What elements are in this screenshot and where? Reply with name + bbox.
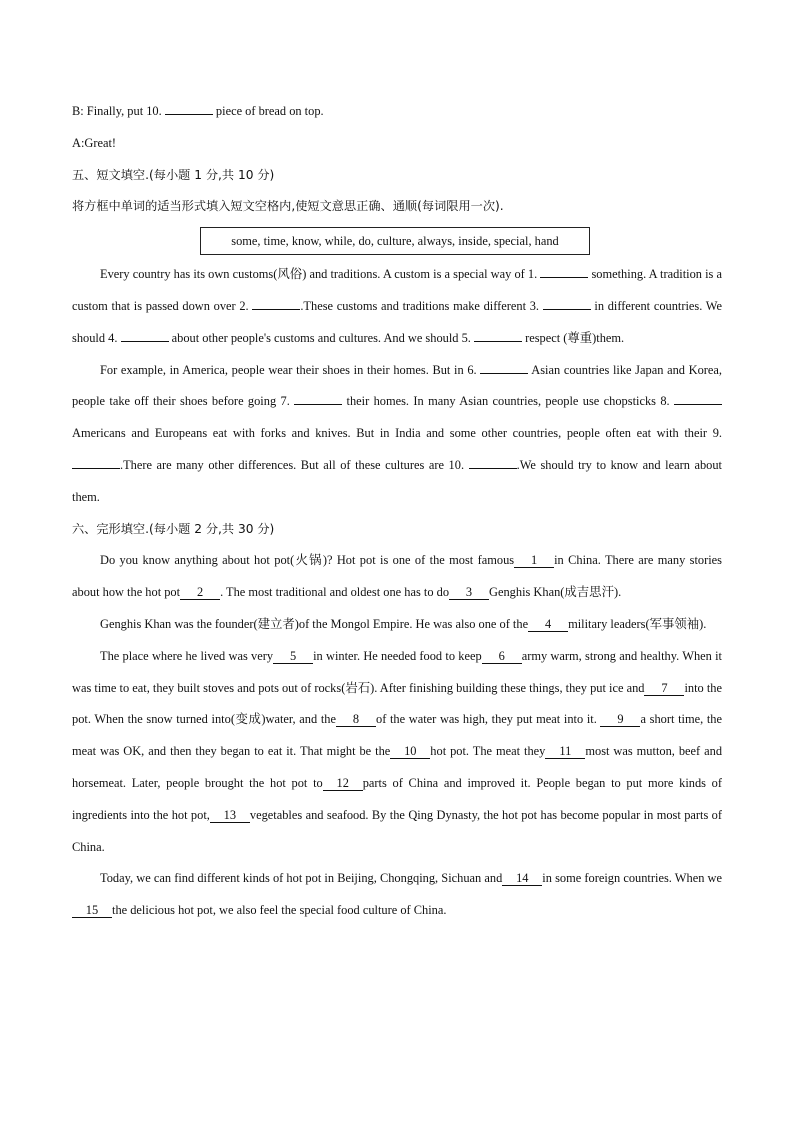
dialogue-text: piece of bread on top. (212, 104, 324, 118)
answer-blank[interactable] (165, 114, 213, 115)
answer-blank[interactable] (543, 309, 591, 310)
numbered-blank[interactable]: 13 (210, 809, 250, 823)
answer-blank[interactable] (252, 309, 300, 310)
passage-text: Americans and Europeans eat with forks and knives. But in India and some other countries, people often eat with their 9. (72, 426, 722, 441)
dialogue-line-a: A:Great! (72, 135, 117, 150)
passage-text: .There are many other differences. But all of these cultures are 10. (120, 457, 469, 472)
passage-text: of the water was high, they put meat into it. (376, 712, 601, 727)
numbered-blank[interactable]: 7 (644, 682, 684, 696)
passage-text: most was mutton, beef and horsemeat. Later, people brought the hot pot to (72, 744, 723, 790)
passage-text: in winter. He needed food to keep (313, 648, 482, 663)
passage-paragraph (72, 609, 722, 641)
passage-text: the delicious hot pot, we also feel the special food culture of China. (112, 903, 447, 918)
answer-blank[interactable] (469, 468, 517, 469)
numbered-blank[interactable]: 10 (390, 745, 430, 759)
dialogue-text: B: Finally, put 10. (72, 104, 165, 118)
passage-text: Asian countries like Japan and Korea, people take off their shoes before going 7. (72, 362, 722, 409)
passage-paragraph (72, 863, 722, 927)
numbered-blank[interactable]: 14 (502, 872, 542, 886)
numbered-blank[interactable]: 9 (600, 713, 640, 727)
word-box (200, 227, 590, 255)
passage-text: For example, in America, people wear their shoes in their homes. But in 6. (100, 362, 481, 377)
answer-blank[interactable] (121, 341, 169, 342)
passage-text: in different countries. We should 4. (72, 298, 722, 345)
passage-text: vegetables and seafood. By the Qing Dynasty, the hot pot has become popular in most parts of China. (72, 807, 723, 854)
passage-text: Today, we can find different kinds of hot pot in Beijing, Chongqing, Sichuan and (100, 871, 503, 886)
passage-text: .These customs and traditions make different 3. (300, 298, 543, 313)
numbered-blank[interactable]: 15 (72, 904, 112, 918)
passage-text: Genghis Khan(成吉思汗). (489, 585, 622, 600)
answer-blank[interactable] (540, 277, 588, 278)
passage-text: about other people's customs and cultures. And we should 5. (168, 330, 474, 345)
passage-text: something. A tradition is a custom that is passed down over 2. (72, 267, 723, 313)
passage-text: . The most traditional and oldest one has to do (220, 585, 450, 600)
passage-text: in some foreign countries. When we (542, 871, 722, 886)
section-6-title: 六、完形填空.(每小题 2 分,共 30 分) (72, 521, 275, 536)
passage-text: their homes. In many Asian countries, people use chopsticks 8. (342, 394, 674, 409)
passage-text: respect (尊重)them. (521, 330, 625, 345)
passage-paragraph (72, 641, 722, 864)
answer-blank[interactable] (674, 404, 722, 405)
dialogue-line-b (72, 96, 722, 128)
passage-text: Every country has its own customs(风俗) and traditions. A custom is a special way of 1. (100, 267, 541, 282)
numbered-blank[interactable]: 5 (273, 650, 313, 664)
answer-blank[interactable] (294, 404, 342, 405)
passage-paragraph (72, 545, 722, 609)
passage-text: a short time, the meat was OK, and then they began to eat it. That might be the (72, 712, 722, 759)
passage-text: into the pot. When the snow turned into(变成)water, and the (72, 680, 722, 727)
numbered-blank[interactable]: 4 (528, 618, 568, 632)
passage-paragraph (72, 259, 722, 354)
passage-text: .We should try to know and learn about them. (72, 457, 722, 504)
numbered-blank[interactable]: 11 (545, 745, 585, 759)
passage-text: parts of China and improved it. People began to put more kinds of ingredients into the hot pot, (72, 775, 723, 822)
numbered-blank[interactable]: 8 (336, 713, 376, 727)
passage-text: Do you know anything about hot pot(火锅)? Hot pot is one of the most famous (100, 553, 515, 568)
passage-paragraph (72, 355, 722, 514)
section-5-title: 五、短文填空.(每小题 1 分,共 10 分) (72, 167, 275, 182)
numbered-blank[interactable]: 12 (323, 777, 363, 791)
passage-text: military leaders(军事领袖). (568, 616, 707, 631)
passage-text: Genghis Khan was the founder(建立者)of the Mongol Empire. He was also one of the (100, 616, 529, 631)
answer-blank[interactable] (72, 468, 120, 469)
numbered-blank[interactable]: 3 (449, 586, 489, 600)
answer-blank[interactable] (474, 341, 522, 342)
passage-text: The place where he lived was very (100, 648, 274, 663)
numbered-blank[interactable]: 1 (514, 554, 554, 568)
passage-text: hot pot. The meat they (430, 744, 546, 759)
numbered-blank[interactable]: 2 (180, 586, 220, 600)
section-5-instruction: 将方框中单词的适当形式填入短文空格内,使短文意思正确、通顺(每词限用一次). (72, 199, 504, 214)
passage-text: in China. There are many stories about how the hot pot (72, 553, 723, 600)
numbered-blank[interactable]: 6 (482, 650, 522, 664)
worksheet-page (72, 96, 722, 927)
word-box-text: some, time, know, while, do, culture, always, inside, special, hand (231, 233, 559, 248)
answer-blank[interactable] (480, 373, 528, 374)
passage-text: army warm, strong and healthy. When it was time to eat, they built stoves and pots out of rocks(岩石). After finishing building these things, they put ice and (72, 648, 722, 695)
